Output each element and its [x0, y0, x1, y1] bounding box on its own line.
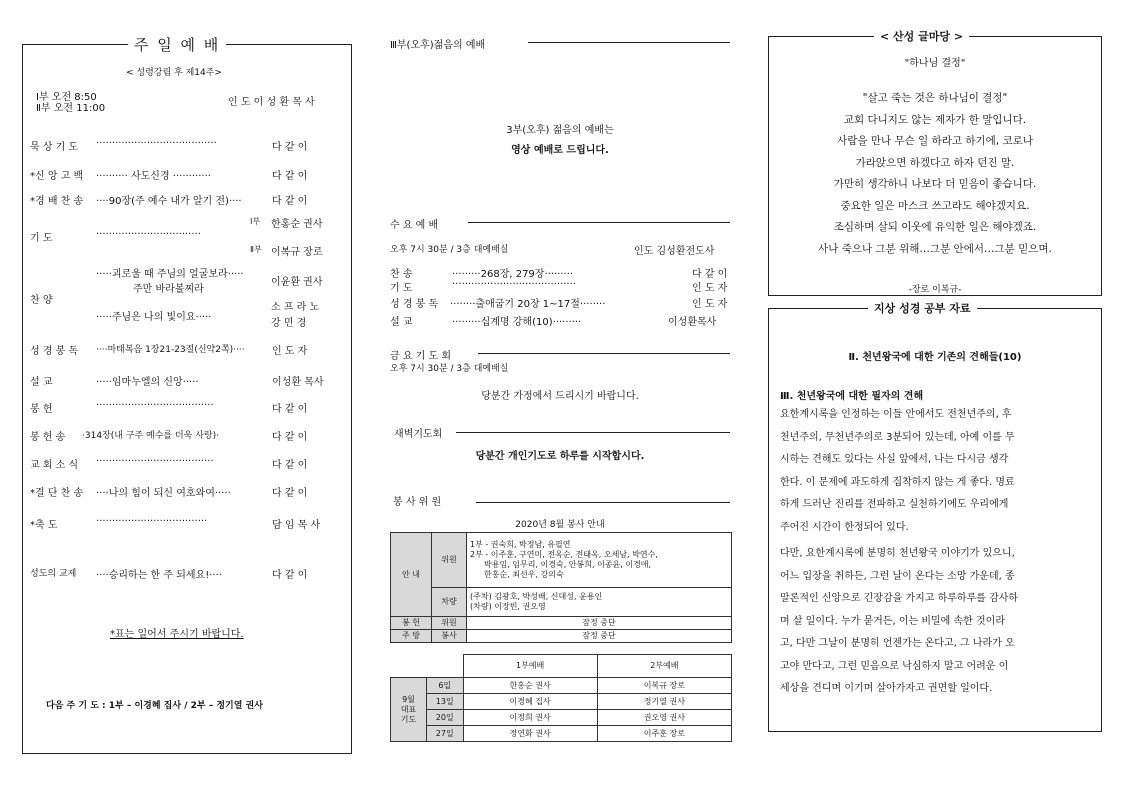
praise-by-2: 소 프 라 노: [271, 302, 320, 313]
order-by: 다 같 이: [272, 488, 308, 499]
order-item: *경 배 찬 송: [30, 196, 84, 207]
dawn-title: 새벽기도회: [394, 429, 443, 440]
wed-item: 설 교: [390, 317, 413, 328]
praise-by-1: 이윤환 권사: [271, 277, 323, 288]
kitchen-value: 잠정 중단: [467, 630, 732, 643]
parking-line: (주차) 김광호, 박성배, 신대성, 윤용인: [470, 592, 603, 601]
empty-cell: [427, 655, 464, 678]
order-by: 다 같 이: [272, 171, 308, 182]
study-paragraph-2: [780, 543, 1018, 701]
order-content: ·····임마누엘의 신앙·····: [96, 377, 199, 388]
offering-role: 위원: [432, 617, 467, 630]
order-item: 교 회 소 식: [30, 460, 79, 471]
service-time-1: Ⅰ부 오전 8:50: [36, 92, 97, 103]
members-line: 박용임, 임무리, 이경숙, 안봉희, 이종윤, 이경애,: [484, 560, 652, 569]
divider: [456, 432, 730, 433]
prayer-1: 이경혜 집사: [463, 694, 597, 710]
praise-by-3: 강 민 경: [271, 318, 307, 329]
offering-label: 봉 헌: [391, 617, 432, 630]
side-line: 대표: [400, 704, 417, 714]
empty-cell: [391, 655, 427, 678]
divider: [468, 222, 730, 223]
study-heading: Ⅱ. 천년왕국에 대한 기존의 견해들(10): [848, 352, 1022, 363]
praise-line-2: 주만 바라볼찌라: [133, 284, 204, 295]
para-line: 주어진 시간이 한정되어 있다.: [780, 521, 909, 533]
poem-body: [768, 88, 1102, 260]
wed-by: 인 도 자: [692, 283, 728, 294]
members-line: 2부 - 이주훈, 구연미, 전옥순, 전태옥, 오세남, 박연수,: [470, 550, 658, 559]
order-item: 성 경 봉 독: [30, 346, 79, 357]
order-content: ·········· 사도신경 ············: [96, 171, 211, 182]
guide-label: 안 내: [391, 533, 432, 617]
col-header-1: 1부예배: [463, 655, 597, 678]
divider: [528, 42, 730, 43]
order-by: 담 임 목 사: [272, 520, 321, 531]
side-line: 9월: [402, 694, 415, 704]
poem-line: 교회 다니지도 않는 제자가 한 말입니다.: [843, 113, 1027, 126]
poem-line: 가만히 생각하니 나보다 더 믿음이 좋습니다.: [833, 178, 1037, 190]
order-item: 묵 상 기 도: [30, 142, 79, 153]
youth-line-1: 3부(오후) 젊음의 예배는: [506, 125, 614, 136]
subtitle: < 성령강림 후 제14주>: [126, 68, 222, 78]
wed-by: 인 도 자: [692, 299, 728, 310]
order-by: 다 같 이: [272, 404, 308, 415]
order-item: *신 앙 고 백: [30, 171, 84, 182]
poem-line: 중요한 일은 마스크 쓰고라도 해야겠지요.: [840, 199, 1030, 212]
order-item: *결 단 찬 송: [30, 488, 84, 499]
parking-label: 차량: [432, 588, 467, 617]
order-content: ······································: [96, 138, 217, 149]
prayer-2: 이복규 장로: [597, 678, 731, 694]
volunteer-table: [390, 532, 732, 643]
poem-line: 가라앉으면 하겠다고 하자 던진 말.: [855, 156, 1015, 169]
para-line: 요한계시록을 인정하는 이들 안에서도 전천년주의, 후: [780, 409, 1012, 420]
order-item: 찬 양: [30, 295, 53, 306]
para-line: 세상을 견디며 이기며 살아가자고 권면할 일이다.: [780, 683, 993, 694]
wed-by: 다 같 이: [692, 269, 728, 280]
order-content: ·····································: [96, 400, 214, 411]
order-content: ·314장(내 구주 예수를 더욱 사랑)·: [82, 431, 220, 441]
prayer-2: 정기열 권사: [597, 694, 731, 710]
wed-content: ········출애굽기 20장 1~17절········: [450, 299, 606, 310]
members-cell: [467, 533, 732, 588]
page-title: 주 일 예 배: [128, 34, 226, 55]
poem-line: 사람을 만나 무슨 일 하라고 하기에, 코로나: [837, 135, 1033, 147]
prayer-label-2: Ⅱ부: [250, 245, 262, 254]
side-line: 기도: [400, 714, 417, 724]
volunteer-title: 봉 사 위 원: [393, 497, 442, 508]
poem-title: < 산성 글마당 >: [874, 28, 969, 44]
para-line: 하게 드러난 진리를 전파하고 실천하기에도 우리에게: [780, 499, 1009, 510]
youth-line-2: 영상 예배로 드립니다.: [511, 145, 609, 156]
para-line: 며 살 일이다. 누가 묻거든, 이는 비밀에 속한 것이라: [780, 615, 1005, 627]
order-content: ····승리하는 한 주 되세요!····: [96, 570, 222, 581]
prayer-name-1: 한홍순 권사: [271, 219, 323, 230]
order-content: ···································: [96, 516, 208, 527]
prayer-label-1: Ⅰ부: [250, 217, 261, 226]
volunteer-subtitle: 2020년 8월 봉사 안내: [515, 520, 605, 530]
para-line: 다만, 요한계시록에 분명히 천년왕국 이야기가 있으니,: [780, 548, 1015, 559]
prayer-side-label: [391, 678, 427, 742]
day-cell: 20일: [427, 710, 464, 726]
order-by: 다 같 이: [272, 460, 308, 471]
divider: [478, 353, 730, 354]
dawn-note: 당분간 개인기도로 하루를 시작합시다.: [475, 451, 645, 462]
wed-by: 이성환목사: [668, 317, 717, 328]
prayer-1: 정연화 권사: [463, 726, 597, 742]
poem-author: -장로 이복규-: [908, 285, 962, 295]
order-content: ·································: [96, 229, 201, 240]
divider: [476, 502, 730, 503]
wed-content: ·······································: [452, 279, 576, 290]
wednesday-leader: 인도 김성환전도사: [634, 246, 715, 257]
wed-content: ·········268장, 279장·········: [452, 269, 574, 280]
wednesday-time: 오후 7시 30분 / 3층 대예배실: [390, 245, 509, 255]
order-content: ····90장(주 예수 내가 알기 전)····: [96, 196, 242, 207]
wed-item: 기 도: [390, 283, 413, 294]
members-label: 위원: [432, 533, 467, 588]
youth-service-title: Ⅲ부(오후)젊음의 예배: [390, 40, 486, 51]
service-time-2: Ⅱ부 오전 11:00: [36, 103, 106, 114]
poem-subtitle: "하나님 결정": [904, 58, 966, 69]
order-item: 설 교: [30, 377, 53, 388]
para-line: 시하는 견해도 있다는 사실 앞에서, 나는 다시금 생각: [780, 454, 1009, 465]
members-line: 1부 - 권숙희, 박정남, 유필연: [470, 540, 571, 549]
members-line: 한홍순, 최선우, 강의숙: [484, 570, 564, 579]
para-line: 고야 만다고, 그런 믿음으로 낙심하지 말고 어려운 이: [780, 660, 1009, 672]
day-cell: 6일: [427, 678, 464, 694]
order-item: 봉 헌 송: [30, 432, 66, 443]
wed-content: ·········십계명 강해(10)·········: [452, 317, 582, 328]
next-week-prayer: 다음 주 기 도 : 1부 – 이경혜 집사 / 2부 – 정기열 권사: [46, 701, 263, 711]
prayer-2: 권오영 권사: [597, 710, 731, 726]
wed-item: 찬 송: [390, 269, 413, 280]
poem-line: 조심하며 살되 이웃에 유익한 일은 해야겠죠.: [833, 221, 1037, 233]
day-cell: 27일: [427, 726, 464, 742]
order-item: 기 도: [30, 233, 53, 244]
parking-line: (차량) 이장빈, 권오영: [470, 602, 546, 611]
parking-cell: [467, 588, 732, 617]
col-header-2: 2부예배: [597, 655, 731, 678]
study-title: 지상 성경 공부 자료: [868, 300, 977, 316]
wed-item: 성 경 봉 독: [390, 299, 439, 310]
prayer-2: 이주훈 장로: [597, 726, 731, 742]
stand-note: *표는 일어서 주시기 바랍니다.: [110, 629, 244, 640]
wednesday-title: 수 요 예 배: [390, 220, 439, 231]
prayer-1: 한홍순 권사: [463, 678, 597, 694]
friday-time: 오후 7시 30분 / 3층 대예배실: [390, 364, 509, 374]
order-by: 다 같 이: [272, 142, 308, 153]
order-by: 다 같 이: [272, 196, 308, 207]
order-by: 다 같 이: [272, 432, 308, 443]
order-item: *축 도: [30, 520, 58, 531]
para-line: 어느 입장을 취하든, 그런 날이 온다는 소망 가운데, 종: [780, 570, 1015, 582]
study-paragraph-1: [780, 404, 1015, 539]
order-content: ·····································: [96, 456, 214, 467]
kitchen-role: 봉사: [432, 630, 467, 643]
order-content: ····마태복음 1장21-23절(신약2쪽)····: [96, 345, 245, 355]
praise-line-3: ·····주님은 나의 빛이요·····: [96, 312, 212, 323]
para-line: 천년주의, 무천년주의로 3분되어 있는데, 아예 이를 무: [780, 431, 1015, 443]
order-by: 이성환 목사: [272, 377, 324, 388]
order-by: 인 도 자: [272, 346, 308, 357]
prayer-name-2: 이복규 장로: [271, 247, 323, 258]
poem-line: 사나 죽으나 그분 위해…그분 안에서…그분 믿으며.: [818, 242, 1052, 255]
prayer-schedule-table: [390, 654, 732, 742]
friday-note: 당분간 가정에서 드리시기 바랍니다.: [481, 391, 639, 402]
order-item: 성도의 교제: [30, 569, 77, 579]
study-subheading: Ⅲ. 천년왕국에 대한 필자의 견해: [780, 391, 924, 402]
para-line: 말론적인 신앙으로 긴장감을 가지고 하루하루를 감사하: [780, 593, 1019, 604]
friday-title: 금 요 기 도 회: [390, 351, 452, 362]
order-content: ····나의 힘이 되신 여호와여·····: [96, 488, 231, 499]
poem-line: "살고 죽는 것은 하나님이 결정": [862, 92, 1008, 104]
order-item: 봉 헌: [30, 404, 53, 415]
kitchen-label: 주 방: [391, 630, 432, 643]
day-cell: 13일: [427, 694, 464, 710]
para-line: 고, 다만 그날이 분명히 언젠가는 온다고, 그 나라가 오: [780, 638, 1015, 649]
praise-line-1: ·····괴로울 때 주님의 얼굴보라·····: [96, 269, 244, 280]
prayer-1: 이정희 권사: [463, 710, 597, 726]
para-line: 한다. 이 문제에 과도하게 집착하지 않는 게 좋다. 명료: [780, 476, 1015, 488]
offering-value: 잠정 중단: [467, 617, 732, 630]
order-by: 다 같 이: [272, 570, 308, 581]
service-leader: 인 도 이 성 환 목 사: [228, 97, 315, 108]
